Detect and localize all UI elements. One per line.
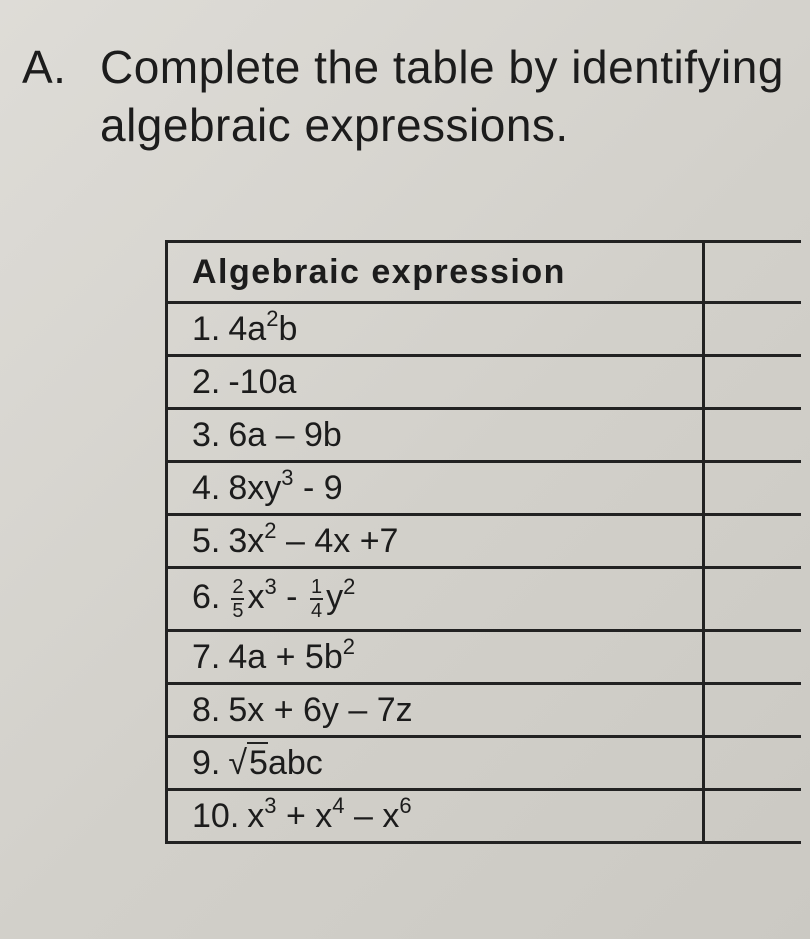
answer-cell-4[interactable] [704,462,802,515]
table-row [167,409,802,462]
table-row [167,356,802,409]
expression-cell-6 [167,568,704,631]
expression-2: -10a [228,362,297,401]
answer-cell-8[interactable] [704,684,802,737]
expression-cell-1 [167,303,704,356]
row-number: 5. [192,521,221,560]
column-header-algebraic-expression: Algebraic expression [167,242,704,303]
expression-cell-4 [167,462,704,515]
answer-cell-7[interactable] [704,631,802,684]
table-row [167,790,802,843]
table-row [167,737,802,790]
instruction-line-2: algebraic expressions. [100,99,569,151]
expressions-table [165,240,801,844]
answer-cell-6[interactable] [704,568,802,631]
answer-cell-2[interactable] [704,356,802,409]
expression-cell-2 [167,356,704,409]
row-number: 6. [192,577,221,616]
expression-10: $x^3 + x^4 - x^6$ [247,792,412,835]
row-number: 8. [192,690,221,729]
expression-9: √5abc [228,743,323,782]
table-row [167,568,802,631]
expression-6: $\frac{2}{5}$ $x^3$ - $\frac{1}{4}$ $y^2$ [232,573,356,622]
table-row [167,303,802,356]
table-row [167,462,802,515]
instruction-line-1 [22,38,802,96]
table-row [167,684,802,737]
expression-cell-7 [167,631,704,684]
row-number: 3. [192,415,221,454]
expression-cell-5 [167,515,704,568]
expression-cell-8 [167,684,704,737]
row-number: 1. [192,309,221,348]
expression-4: $8xy^3 - 9$ [228,464,343,507]
row-number: 10. [192,796,240,835]
answer-cell-3[interactable] [704,409,802,462]
item-letter: A. [22,41,67,93]
row-number: 4. [192,468,221,507]
expression-8: 5x + 6y – 7z [228,690,413,729]
expression-1: $4a^2b$ [228,305,298,348]
row-number: 2. [192,362,221,401]
expression-7: $4a + 5b^2$ [228,633,355,676]
column-header-blank [704,242,802,303]
row-number: 7. [192,637,221,676]
expression-cell-3 [167,409,704,462]
answer-cell-9[interactable] [704,737,802,790]
expression-5: $3x^2 - 4x +7$ [228,517,399,560]
answer-cell-5[interactable] [704,515,802,568]
expression-cell-10 [167,790,704,843]
table-header-row [167,242,802,303]
expression-cell-9 [167,737,704,790]
instruction-text [22,38,802,154]
instruction-line-1-text: Complete the table by identifying [100,41,784,93]
table-row [167,631,802,684]
row-number: 9. [192,743,221,782]
answer-cell-10[interactable] [704,790,802,843]
expression-3: 6a – 9b [228,415,342,454]
table-row [167,515,802,568]
answer-cell-1[interactable] [704,303,802,356]
